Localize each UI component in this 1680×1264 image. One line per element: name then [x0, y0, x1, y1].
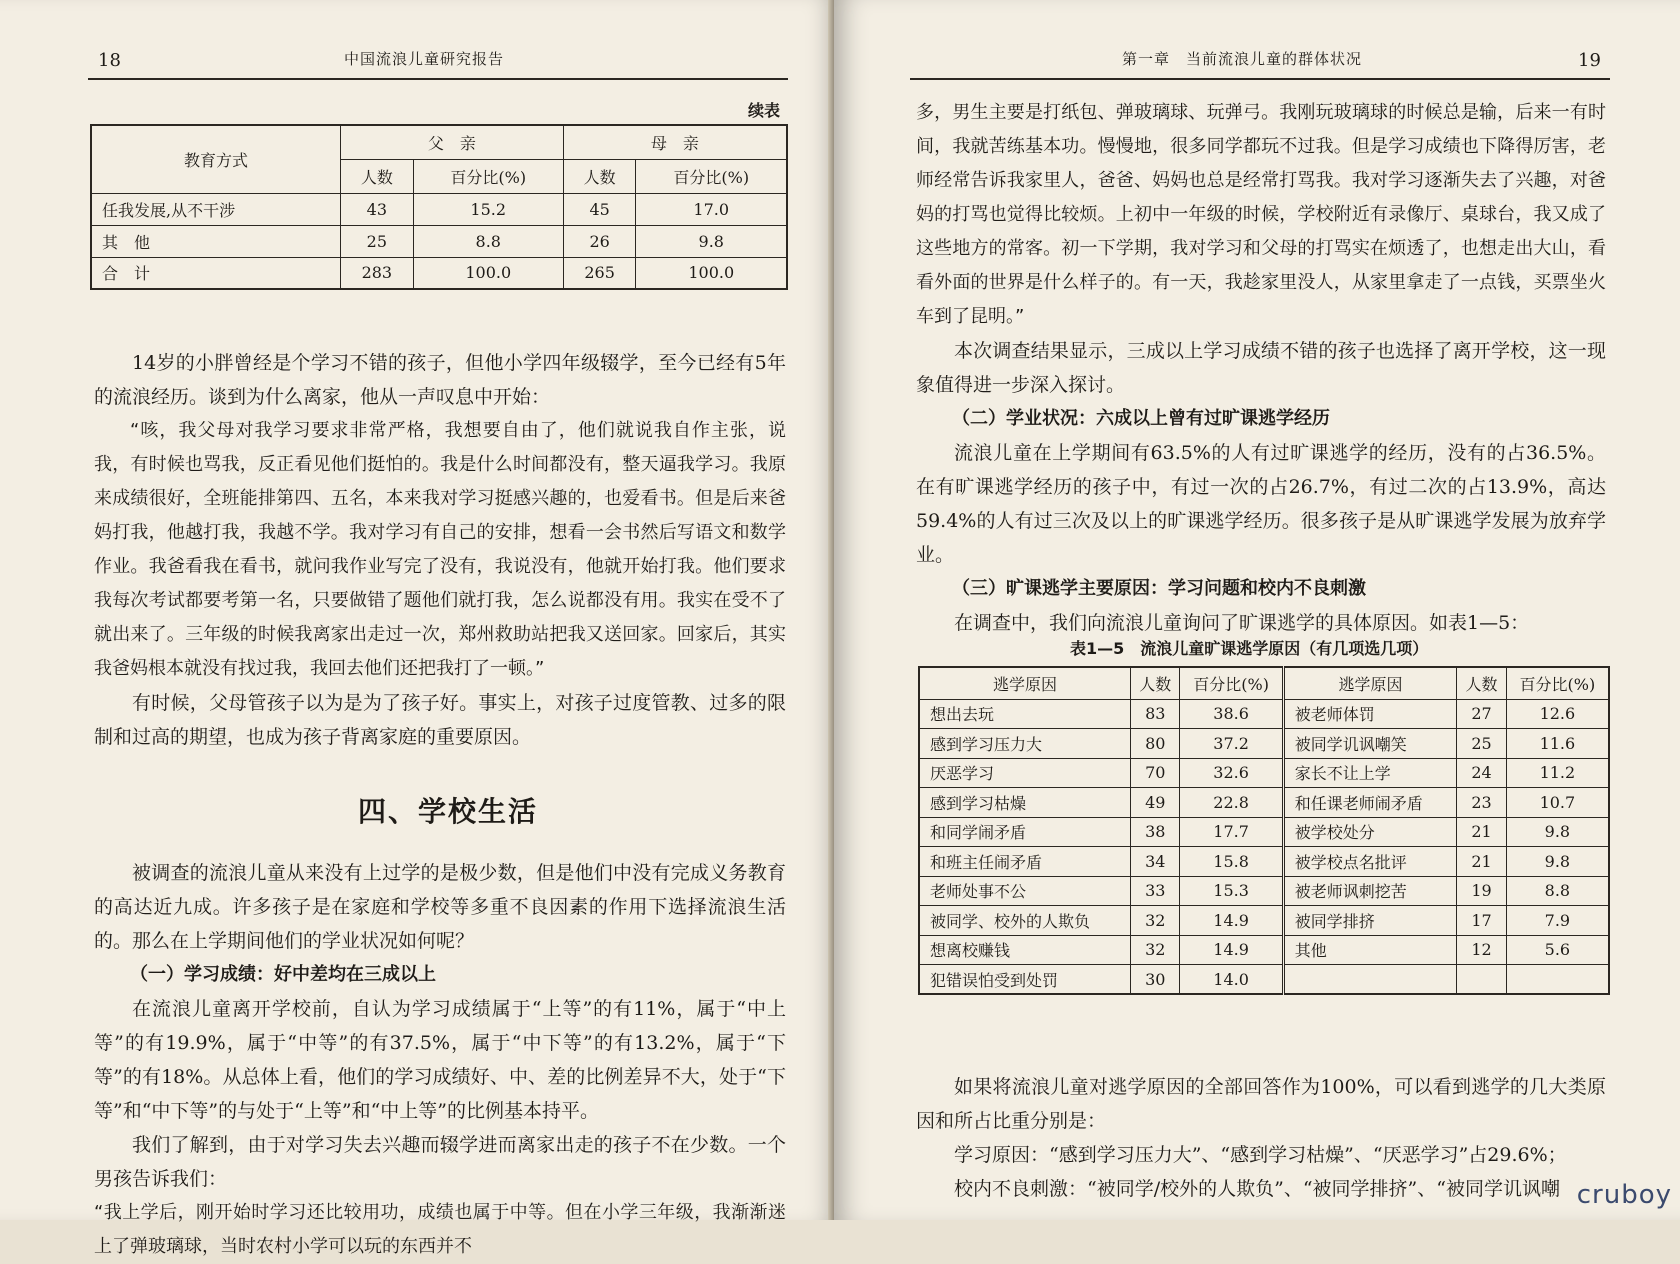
table-row — [919, 758, 1609, 788]
cell-value: 15.2 — [413, 193, 563, 225]
cell-reason: 和任课老师闹矛盾 — [1283, 788, 1457, 818]
table-row — [91, 257, 787, 289]
col-header-father: 父 亲 — [341, 125, 564, 159]
cell-method: 其 他 — [91, 225, 341, 257]
cell-value: 38 — [1131, 817, 1180, 847]
paragraph: 本次调查结果显示，三成以上学习成绩不错的孩子也选择了离开学校，这一现象值得进一步深入探讨。 — [916, 340, 1606, 396]
paragraph: 被调查的流浪儿童从来没有上过学的是极少数，但是他们中没有完成义务教育的高达近九成。许多孩子是在家庭和学校等多重不良因素的作用下选择流浪生活的。那么在上学期间他们的学业状况如何呢？ — [94, 862, 786, 952]
subsection-heading: （二）学业状况：六成以上曾有过旷课逃学经历 — [952, 408, 1330, 429]
cell-value: 14.9 — [1180, 906, 1283, 936]
col-header-percent: 百分比(%) — [413, 159, 563, 193]
cell-value: 8.8 — [413, 225, 563, 257]
cell-value: 8.8 — [1506, 876, 1609, 906]
cell-value: 32 — [1131, 935, 1180, 965]
cell-value: 17.7 — [1180, 817, 1283, 847]
cell-value: 9.8 — [1506, 847, 1609, 877]
paragraph: 学习原因：“感到学习压力大”、“感到学习枯燥”、“厌恶学习”占29.6%； — [954, 1144, 1567, 1166]
cell-reason: 犯错误怕受到处罚 — [919, 965, 1131, 995]
table-row — [919, 699, 1609, 729]
cell-value: 5.6 — [1506, 935, 1609, 965]
cell-value: 10.7 — [1506, 788, 1609, 818]
cell-value: 11.6 — [1506, 729, 1609, 759]
col-header-count: 人数 — [1131, 667, 1180, 699]
cell-reason: 感到学习枯燥 — [919, 788, 1131, 818]
cell-value: 14.9 — [1180, 935, 1283, 965]
cell-value: 33 — [1131, 876, 1180, 906]
cell-reason: 其他 — [1283, 935, 1457, 965]
cell-value: 49 — [1131, 788, 1180, 818]
header-rule — [910, 78, 1610, 80]
col-header-reason: 逃学原因 — [919, 667, 1131, 699]
truancy-reason-table — [918, 666, 1610, 995]
paragraph: 校内不良刺激：“被同学/校外的人欺负”、“被同学排挤”、“被同学讥讽嘲 — [954, 1178, 1560, 1200]
col-header-count: 人数 — [1457, 667, 1506, 699]
cell-value: 24 — [1457, 758, 1506, 788]
cell-reason: 感到学习压力大 — [919, 729, 1131, 759]
paragraph: 14岁的小胖曾经是个学习不错的孩子，但他小学四年级辍学，至今已经有5年的流浪经历。谈到为什么离家，他从一声叹息中开始： — [94, 352, 786, 408]
table-row — [919, 817, 1609, 847]
cell-value: 14.0 — [1180, 965, 1283, 995]
page-number: 19 — [1578, 50, 1601, 71]
cell-reason: 想出去玩 — [919, 699, 1131, 729]
cell-value: 21 — [1457, 847, 1506, 877]
paragraph: 如果将流浪儿童对逃学原因的全部回答作为100%，可以看到逃学的几大类原因和所占比重分别是： — [916, 1076, 1606, 1132]
page-number: 18 — [98, 50, 121, 71]
cell-value: 32.6 — [1180, 758, 1283, 788]
cell-reason: 被学校处分 — [1283, 817, 1457, 847]
cell-method: 任我发展,从不干涉 — [91, 193, 341, 225]
cell-reason: 想离校赚钱 — [919, 935, 1131, 965]
cell-value: 11.2 — [1506, 758, 1609, 788]
body-text-block-3 — [916, 96, 1606, 640]
cell-value: 70 — [1131, 758, 1180, 788]
cell-value: 25 — [1457, 729, 1506, 759]
cell-value: 45 — [563, 193, 636, 225]
cell-reason — [1283, 965, 1457, 995]
paragraph: 有时候，父母管孩子以为是为了孩子好。事实上，对孩子过度管教、过多的限制和过高的期望，也成为孩子背离家庭的重要原因。 — [94, 692, 786, 748]
col-header-count: 人数 — [341, 159, 414, 193]
table-row — [91, 193, 787, 225]
education-method-table — [90, 124, 788, 290]
cell-reason: 和班主任闹矛盾 — [919, 847, 1131, 877]
cell-value: 12 — [1457, 935, 1506, 965]
table-row — [919, 965, 1609, 995]
table-row — [919, 729, 1609, 759]
col-header-percent: 百分比(%) — [1180, 667, 1283, 699]
cell-value — [1506, 965, 1609, 995]
quote-paragraph: “咳，我父母对我学习要求非常严格，我想要自由了，他们就说我自作主张，说我，有时候也骂我，反正看见他们挺怕的。我是什么时间都没有，整天逼我学习。我原来成绩很好，全班能排第四、五名，本来我对学习挺感兴趣的，也爱看书。但是后来爸妈打我，他越打我，我越不学。我对学习有自己的安排，想看一会书然后写语文和数学作业。我爸看我在看书，就问我作业写完了没有，我说没有，他就开始打我。他们要求我每次考试都要考第一名，只要做错了题他们就打我，怎么说都没有用。我实在受不了就出来了。三年级的时候我离家出走过一次，郑州救助站把我又送回家。回家后，其实我爸妈根本就没有找过我，我回去他们还把我打了一顿。” — [94, 420, 786, 679]
table-row — [919, 788, 1609, 818]
running-header: 中国流浪儿童研究报告 — [344, 50, 505, 68]
paragraph: 在调查中，我们向流浪儿童询问了旷课逃学的具体原因。如表1—5： — [954, 612, 1530, 634]
cell-reason: 被同学、校外的人欺负 — [919, 906, 1131, 936]
cell-value: 26 — [563, 225, 636, 257]
cell-reason: 被同学排挤 — [1283, 906, 1457, 936]
col-header-method: 教育方式 — [91, 125, 341, 193]
cell-reason: 老师处事不公 — [919, 876, 1131, 906]
col-header-mother: 母 亲 — [563, 125, 787, 159]
cell-reason: 被老师体罚 — [1283, 699, 1457, 729]
cell-method: 合 计 — [91, 257, 341, 289]
cell-value: 15.8 — [1180, 847, 1283, 877]
cell-value: 23 — [1457, 788, 1506, 818]
cell-reason: 被老师讽刺挖苦 — [1283, 876, 1457, 906]
cell-value: 25 — [341, 225, 414, 257]
col-header-percent: 百分比(%) — [1506, 667, 1609, 699]
running-header: 第一章 当前流浪儿童的群体状况 — [1122, 50, 1363, 68]
cell-reason: 和同学闹矛盾 — [919, 817, 1131, 847]
cell-value: 100.0 — [636, 257, 787, 289]
table-row — [919, 876, 1609, 906]
table-row — [919, 847, 1609, 877]
cell-value: 30 — [1131, 965, 1180, 995]
cell-value: 9.8 — [1506, 817, 1609, 847]
subsection-heading: （三）旷课逃学主要原因：学习问题和校内不良刺激 — [952, 578, 1366, 599]
cell-value: 15.3 — [1180, 876, 1283, 906]
col-header-percent: 百分比(%) — [636, 159, 787, 193]
cell-reason: 家长不让上学 — [1283, 758, 1457, 788]
cell-value: 19 — [1457, 876, 1506, 906]
cell-value: 21 — [1457, 817, 1506, 847]
cell-value: 12.6 — [1506, 699, 1609, 729]
cell-value: 17 — [1457, 906, 1506, 936]
cell-value — [1457, 965, 1506, 995]
cell-reason: 厌恶学习 — [919, 758, 1131, 788]
cell-value: 34 — [1131, 847, 1180, 877]
cell-reason: 被同学讥讽嘲笑 — [1283, 729, 1457, 759]
cell-value: 37.2 — [1180, 729, 1283, 759]
body-text-block-2 — [94, 856, 786, 1264]
quote-paragraph: “我上学后，刚开始时学习还比较用功，成绩也属于中等。但在小学三年级，我渐渐迷上了弹玻璃球，当时农村小学可以玩的东西并不 — [94, 1202, 786, 1257]
cell-value: 38.6 — [1180, 699, 1283, 729]
cell-reason: 被学校点名批评 — [1283, 847, 1457, 877]
left-page — [0, 0, 834, 1257]
paragraph: 在流浪儿童离开学校前，自认为学习成绩属于“上等”的有11%，属于“中上等”的有19.9%，属于“中等”的有37.5%，属于“中下等”的有13.2%，属于“下等”的有18%。从总体上看，他们的学习成绩好、中、差的比例差异不大，处于“下等”和“中下等”的与处于“上等”和“中上等”的比例基本持平。 — [94, 998, 786, 1122]
table-row — [919, 935, 1609, 965]
table-row — [919, 906, 1609, 936]
cell-value: 43 — [341, 193, 414, 225]
table-caption: 表1—5 流浪儿童旷课逃学原因（有几项选几项） — [1070, 639, 1429, 658]
cell-value: 27 — [1457, 699, 1506, 729]
cell-value: 265 — [563, 257, 636, 289]
cell-value: 9.8 — [636, 225, 787, 257]
body-text-block-1 — [94, 346, 786, 754]
section-title: 四、学校生活 — [358, 795, 539, 828]
cell-value: 83 — [1131, 699, 1180, 729]
table-row — [91, 225, 787, 257]
continued-label: 续表 — [748, 101, 781, 120]
body-text-block-4 — [916, 1070, 1606, 1206]
cell-value: 283 — [341, 257, 414, 289]
cell-value: 22.8 — [1180, 788, 1283, 818]
cell-value: 7.9 — [1506, 906, 1609, 936]
paragraph: 流浪儿童在上学期间有63.5%的人有过旷课逃学的经历，没有的占36.5%。在有旷课逃学经历的孩子中，有过一次的占26.7%，有过二次的占13.9%，高达59.4%的人有过三次及以上的旷课逃学经历。很多孩子是从旷课逃学发展为放弃学业。 — [916, 442, 1606, 566]
cell-value: 100.0 — [413, 257, 563, 289]
quote-paragraph: 多，男生主要是打纸包、弹玻璃球、玩弹弓。我刚玩玻璃球的时候总是输，后来一有时间，我就苦练基本功。慢慢地，很多同学都玩不过我。但是学习成绩也下降得厉害，老师经常告诉我家里人，爸爸、妈妈也总是经常打骂我。我对学习逐渐失去了兴趣，对爸妈的打骂也觉得比较烦。上初中一年级的时候，学校附近有录像厅、桌球台，我又成了这些地方的常客。初一下学期，我对学习和父母的打骂实在烦透了，也想走出大山，看看外面的世界是什么样子的。有一天，我趁家里没人，从家里拿走了一点钱，买票坐火车到了昆明。” — [916, 102, 1606, 327]
subsection-heading: （一）学习成绩：好中差均在三成以上 — [130, 964, 436, 985]
right-page — [834, 0, 1680, 1220]
cell-value: 32 — [1131, 906, 1180, 936]
cell-value: 17.0 — [636, 193, 787, 225]
header-rule — [88, 78, 788, 80]
watermark-text: cruboy — [1576, 1180, 1672, 1210]
col-header-reason: 逃学原因 — [1283, 667, 1457, 699]
paragraph: 我们了解到，由于对学习失去兴趣而辍学进而离家出走的孩子不在少数。一个男孩告诉我们： — [94, 1134, 786, 1190]
col-header-count: 人数 — [563, 159, 636, 193]
cell-value: 80 — [1131, 729, 1180, 759]
